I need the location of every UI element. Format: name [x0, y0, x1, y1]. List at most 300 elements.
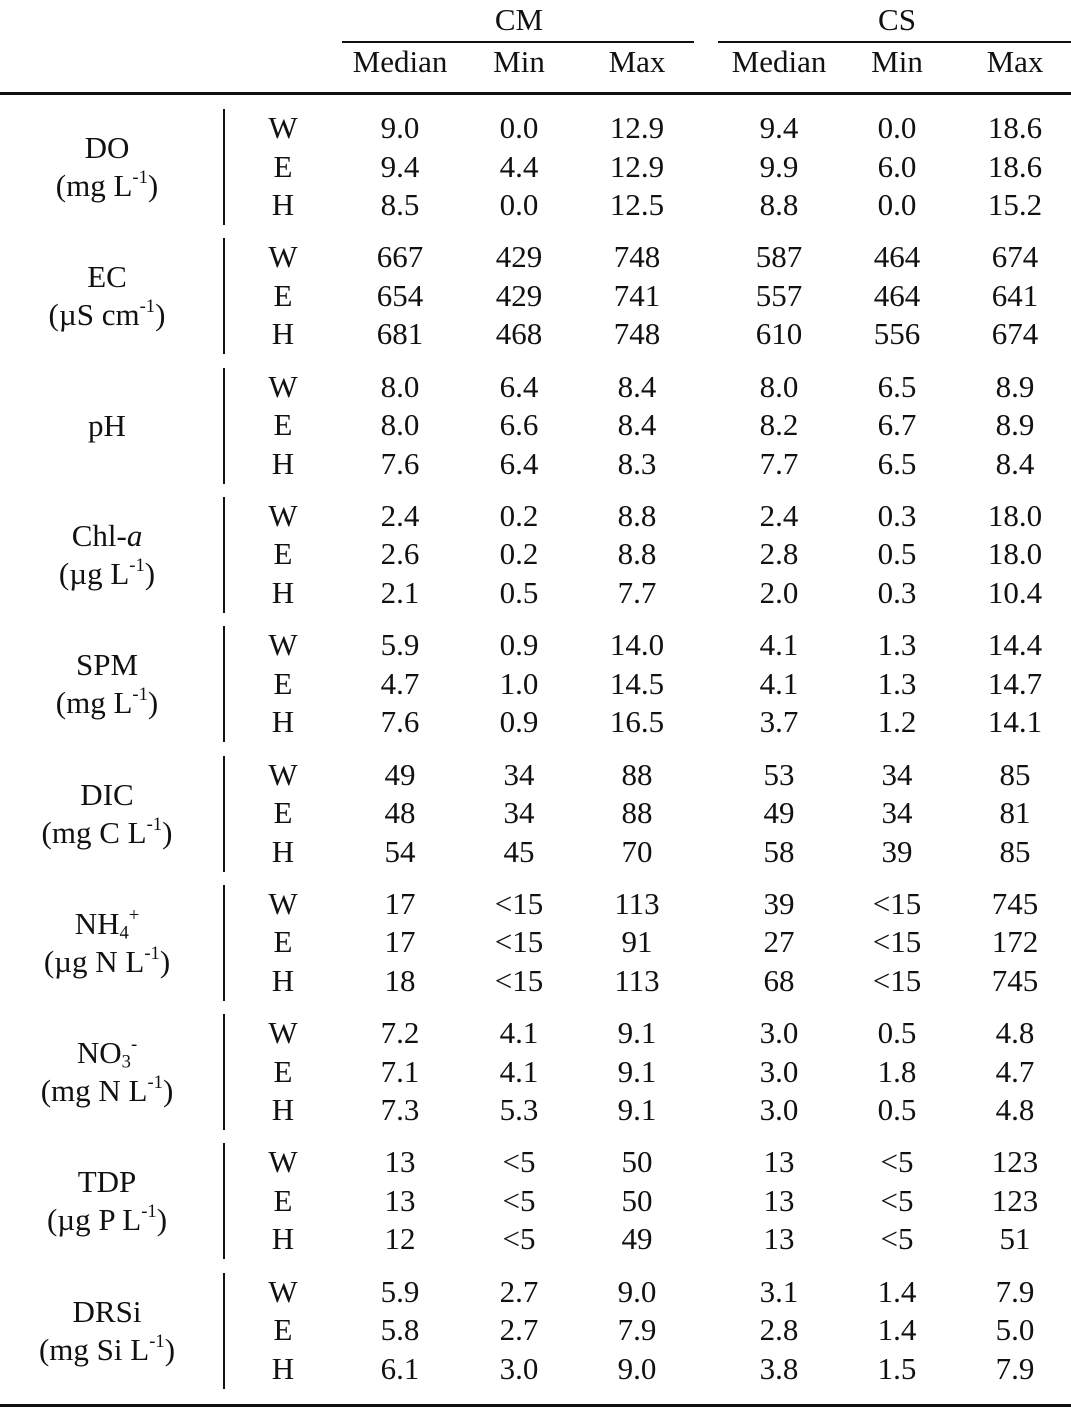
cs-min-cell: 34 — [881, 756, 913, 792]
header-bottom-rule — [0, 92, 1071, 95]
cm-min-cell: 429 — [495, 277, 543, 313]
cs-max-cell: 85 — [999, 756, 1031, 792]
cm-min-cell: 0.5 — [499, 574, 539, 610]
group-label: E — [273, 407, 293, 443]
unit-text: (µg P L — [46, 1202, 142, 1238]
parameter-name-text: NO — [76, 1035, 122, 1071]
group-label: H — [271, 1092, 295, 1128]
cs-min-cell: <5 — [880, 1221, 914, 1257]
cm-min-cell: <15 — [494, 885, 544, 921]
header-cs-median: Median — [731, 44, 827, 79]
cm-median-cell: 8.0 — [380, 407, 420, 443]
cs-median-cell: 49 — [763, 795, 795, 830]
table-row — [0, 574, 1071, 612]
cm-median-cell: 9.4 — [380, 148, 420, 184]
cm-min-cell: <5 — [502, 1221, 536, 1257]
cs-max-cell: 8.4 — [995, 445, 1035, 481]
cs-max-cell: 5.0 — [995, 1312, 1035, 1348]
cs-min-cell: 0.5 — [877, 1015, 917, 1051]
group-label: H — [271, 1350, 295, 1386]
cs-max-cell: 10.4 — [987, 574, 1043, 610]
cs-max-cell: 674 — [991, 316, 1039, 352]
table-row — [0, 186, 1071, 224]
group-label: W — [268, 756, 298, 792]
cm-max-cell: 113 — [614, 962, 660, 998]
group-label: E — [273, 1182, 293, 1218]
cm-max-cell: 8.8 — [617, 497, 657, 533]
cs-median-cell: 39 — [763, 885, 795, 921]
cm-min-cell: 5.3 — [499, 1092, 539, 1128]
cm-median-cell: 54 — [384, 833, 416, 869]
group-label: H — [271, 187, 295, 222]
cs-max-cell: 14.1 — [987, 704, 1043, 740]
unit-close-paren: ) — [155, 297, 166, 333]
cm-median-cell: 654 — [376, 277, 424, 313]
cm-median-cell: 5.9 — [380, 1273, 420, 1309]
cs-min-cell: <5 — [880, 1182, 914, 1218]
cs-min-cell: 0.3 — [877, 574, 917, 610]
parameter-name-text: TDP — [77, 1164, 137, 1200]
cs-median-cell: 3.1 — [759, 1273, 799, 1309]
unit-text: (mg N L — [40, 1073, 148, 1109]
cs-median-cell: 3.8 — [759, 1350, 799, 1386]
cs-max-cell: 18.6 — [987, 148, 1043, 184]
group-label: H — [271, 704, 295, 740]
parameter-name-text: SPM — [75, 647, 139, 683]
cs-min-cell: <15 — [872, 924, 922, 960]
cs-median-cell: 68 — [763, 962, 795, 998]
cs-median-cell: 557 — [755, 277, 803, 313]
table-row — [0, 665, 1071, 706]
cm-max-cell: 12.9 — [609, 148, 665, 184]
cm-max-cell: 7.7 — [617, 574, 657, 610]
cm-max-cell: 16.5 — [609, 704, 665, 740]
cm-min-cell: 3.0 — [499, 1350, 539, 1386]
cm-median-cell: 49 — [384, 756, 416, 792]
cm-median-cell: 2.6 — [380, 536, 420, 572]
cm-median-cell: 7.3 — [380, 1092, 420, 1128]
cm-min-cell: 1.0 — [499, 665, 539, 701]
cs-max-cell: 7.9 — [995, 1350, 1035, 1386]
cm-median-cell: 681 — [376, 316, 424, 352]
group-label: W — [268, 497, 298, 533]
parameter-name-italic: a — [126, 517, 143, 553]
cs-median-cell: 2.0 — [759, 574, 799, 610]
table-row — [0, 148, 1071, 186]
cm-max-cell: 9.1 — [617, 1092, 657, 1128]
cs-min-cell: 0.0 — [877, 187, 917, 222]
parameter-name-text: NH — [74, 905, 120, 941]
parameter-name-superscript: + — [128, 904, 140, 926]
cs-min-cell: 556 — [873, 316, 921, 352]
cs-median-cell: 7.7 — [759, 445, 799, 481]
column-group-cm: CM — [494, 2, 544, 37]
unit-text: (mg L — [55, 685, 133, 721]
cs-max-cell: 4.8 — [995, 1092, 1035, 1128]
cm-median-cell: 48 — [384, 795, 416, 830]
table-row — [0, 315, 1071, 353]
cs-group-rule — [718, 41, 1071, 43]
group-label: E — [273, 536, 293, 572]
header-cs-max: Max — [986, 44, 1044, 79]
table-row — [0, 1350, 1071, 1388]
cm-median-cell: 5.8 — [380, 1312, 420, 1348]
unit-exponent: -1 — [132, 684, 148, 706]
parameter-block — [0, 238, 1071, 354]
cs-max-cell: 641 — [991, 277, 1039, 313]
table-row — [0, 1273, 1071, 1311]
group-label: W — [268, 110, 298, 145]
unit-close-paren: ) — [144, 555, 156, 591]
cm-min-cell: 468 — [495, 316, 543, 352]
cs-median-cell: 2.8 — [759, 1312, 799, 1348]
cs-median-cell: 9.9 — [759, 148, 799, 184]
cm-max-cell: 12.5 — [609, 187, 665, 222]
cm-median-cell: 13 — [384, 1144, 416, 1180]
cs-median-cell: 3.0 — [759, 1053, 799, 1089]
cs-median-cell: 13 — [763, 1144, 795, 1180]
cm-min-cell: 0.0 — [499, 187, 539, 222]
cm-median-cell: 18 — [384, 962, 416, 998]
cm-max-cell: 8.3 — [617, 445, 657, 481]
cm-min-cell: 0.9 — [499, 704, 539, 740]
cm-min-cell: <5 — [502, 1144, 536, 1180]
cm-median-cell: 17 — [384, 885, 416, 921]
cs-min-cell: 0.5 — [877, 1092, 917, 1128]
cs-min-cell: 1.5 — [877, 1350, 917, 1386]
cm-min-cell: 4.1 — [499, 1015, 539, 1051]
cm-min-cell: 0.0 — [499, 110, 539, 145]
cm-min-cell: 4.1 — [499, 1053, 539, 1089]
unit-text: (mg Si L — [38, 1331, 150, 1367]
cs-min-cell: <15 — [872, 962, 922, 998]
cm-median-cell: 5.9 — [380, 627, 420, 663]
group-label: E — [273, 665, 293, 701]
table-row — [0, 109, 1071, 147]
header-cs-min: Min — [871, 44, 923, 79]
unit-exponent: -1 — [132, 166, 148, 188]
cs-min-cell: 39 — [881, 833, 913, 869]
cm-min-cell: 34 — [503, 795, 535, 830]
parameter-name-text: DO — [84, 130, 130, 165]
table-row — [0, 445, 1071, 483]
parameter-block — [0, 1143, 1071, 1259]
cm-median-cell: 12 — [384, 1221, 416, 1257]
cs-max-cell: 8.9 — [995, 407, 1035, 443]
group-label: E — [273, 924, 293, 960]
cm-min-cell: 6.4 — [499, 445, 539, 481]
unit-text: (µg N L — [43, 943, 145, 979]
table-row — [0, 962, 1071, 1000]
unit-exponent: -1 — [129, 554, 145, 576]
header-cm-max: Max — [608, 44, 666, 79]
cm-median-cell: 7.1 — [380, 1053, 420, 1089]
group-label: W — [268, 1144, 298, 1180]
header-cm-median: Median — [352, 44, 448, 79]
cs-max-cell: 674 — [991, 239, 1039, 275]
table-row — [0, 833, 1071, 871]
cm-median-cell: 2.4 — [380, 497, 420, 533]
cm-max-cell: 748 — [613, 239, 661, 275]
table-row — [0, 368, 1071, 406]
group-label: H — [271, 962, 295, 998]
table-row — [0, 756, 1071, 794]
cm-max-cell: 8.4 — [617, 368, 657, 404]
cs-min-cell: 0.0 — [877, 110, 917, 145]
cs-median-cell: 4.1 — [759, 665, 799, 701]
cs-min-cell: 464 — [873, 239, 921, 275]
cs-min-cell: 1.4 — [877, 1312, 917, 1348]
cm-median-cell: 7.6 — [380, 704, 420, 740]
cm-median-cell: 13 — [384, 1182, 416, 1218]
parameter-block — [0, 1014, 1071, 1130]
table-row — [0, 1220, 1071, 1258]
column-group-cs: CS — [878, 2, 916, 37]
table-row — [0, 535, 1071, 573]
cs-median-cell: 610 — [755, 316, 803, 352]
cm-median-cell: 7.6 — [380, 445, 420, 481]
cm-max-cell: 741 — [613, 277, 661, 313]
cs-median-cell: 8.0 — [759, 368, 799, 404]
unit-exponent: -1 — [144, 942, 160, 964]
cs-max-cell: 18.0 — [987, 497, 1043, 533]
cm-min-cell: 6.6 — [499, 407, 539, 443]
header-cm-min: Min — [493, 44, 545, 79]
group-label: H — [271, 1221, 295, 1257]
cs-max-cell: 15.2 — [987, 187, 1043, 222]
cm-min-cell: 34 — [503, 756, 535, 792]
cs-min-cell: 1.3 — [877, 627, 917, 663]
cm-max-cell: 7.9 — [617, 1312, 657, 1348]
group-label: H — [271, 445, 295, 481]
cs-median-cell: 13 — [763, 1182, 795, 1218]
parameter-block — [0, 1273, 1071, 1389]
cm-median-cell: 6.1 — [380, 1350, 420, 1386]
cs-min-cell: 0.3 — [877, 497, 917, 533]
cs-median-cell: 4.1 — [759, 627, 799, 663]
cs-median-cell: 2.4 — [759, 497, 799, 533]
unit-close-paren: ) — [159, 943, 171, 979]
table-row — [0, 703, 1071, 741]
table-row — [0, 626, 1071, 664]
group-label: E — [273, 148, 293, 184]
cs-median-cell: 58 — [763, 833, 795, 869]
parameter-name-text: DIC — [80, 776, 134, 812]
cs-min-cell: 1.4 — [877, 1273, 917, 1309]
cs-min-cell: 6.5 — [877, 368, 917, 404]
unit-text: (µg L — [58, 555, 130, 591]
parameter-block — [0, 756, 1071, 872]
cm-median-cell: 4.7 — [380, 665, 420, 701]
cm-min-cell: 2.7 — [499, 1273, 539, 1309]
cs-median-cell: 8.8 — [759, 187, 799, 222]
cs-max-cell: 123 — [991, 1144, 1039, 1180]
cm-median-cell: 8.0 — [380, 368, 420, 404]
cm-median-cell: 7.2 — [380, 1015, 420, 1051]
parameter-name-text: EC — [87, 259, 127, 295]
parameter-block — [0, 885, 1071, 1001]
cs-max-cell: 81 — [999, 795, 1031, 830]
cm-min-cell: 429 — [495, 239, 543, 275]
cs-max-cell: 4.8 — [995, 1015, 1035, 1051]
cs-median-cell: 13 — [763, 1221, 795, 1257]
cs-median-cell: 3.0 — [759, 1015, 799, 1051]
table-row — [0, 1143, 1071, 1181]
cm-max-cell: 748 — [613, 316, 661, 352]
cs-min-cell: 34 — [881, 795, 913, 830]
table-row — [0, 1182, 1071, 1223]
group-label: E — [273, 1053, 293, 1089]
cs-max-cell: 172 — [991, 924, 1039, 960]
group-label: W — [268, 627, 298, 663]
cs-min-cell: 6.0 — [877, 148, 917, 184]
table-row — [0, 794, 1071, 835]
cm-max-cell: 9.1 — [617, 1015, 657, 1051]
parameter-block — [0, 109, 1071, 225]
cm-median-cell: 9.0 — [380, 110, 420, 145]
cm-min-cell: 45 — [503, 833, 535, 869]
parameter-block — [0, 626, 1071, 742]
table-row — [0, 885, 1071, 923]
cs-median-cell: 27 — [763, 924, 795, 960]
parameter-name-subscript: 3 — [121, 1051, 131, 1073]
cm-min-cell: 2.7 — [499, 1312, 539, 1348]
group-label: H — [271, 833, 295, 869]
cm-max-cell: 113 — [614, 885, 660, 921]
cm-group-rule — [342, 41, 694, 43]
cm-min-cell: 0.2 — [499, 497, 539, 533]
cm-median-cell: 2.1 — [380, 574, 420, 610]
cs-max-cell: 18.0 — [987, 536, 1043, 572]
cs-median-cell: 2.8 — [759, 536, 799, 572]
unit-exponent: -1 — [141, 1201, 157, 1223]
cs-max-cell: 51 — [999, 1221, 1031, 1257]
cs-min-cell: 6.5 — [877, 445, 917, 481]
cm-median-cell: 8.5 — [380, 187, 420, 222]
group-label: W — [268, 368, 298, 404]
cs-max-cell: 14.4 — [987, 627, 1043, 663]
cm-max-cell: 8.8 — [617, 536, 657, 572]
cm-max-cell: 88 — [621, 756, 653, 792]
cm-max-cell: 14.5 — [609, 665, 665, 701]
cm-min-cell: 0.2 — [499, 536, 539, 572]
cs-min-cell: 1.2 — [877, 704, 917, 740]
group-label: W — [268, 1015, 298, 1051]
cm-max-cell: 9.0 — [617, 1350, 657, 1386]
cs-max-cell: 85 — [999, 833, 1031, 869]
unit-exponent: -1 — [139, 296, 156, 318]
cs-min-cell: <15 — [872, 885, 922, 921]
table-row — [0, 1014, 1071, 1052]
cs-max-cell: 8.9 — [995, 368, 1035, 404]
unit-close-paren: ) — [156, 1202, 168, 1238]
unit-exponent: -1 — [146, 813, 163, 835]
cs-max-cell: 4.7 — [995, 1053, 1035, 1089]
cm-max-cell: 12.9 — [609, 110, 665, 145]
cs-median-cell: 3.7 — [759, 704, 799, 740]
table-bottom-rule — [0, 1404, 1071, 1407]
parameter-name-superscript: - — [130, 1034, 138, 1056]
cs-max-cell: 18.6 — [987, 110, 1043, 145]
group-label: E — [273, 1312, 293, 1348]
group-label: W — [268, 1273, 298, 1309]
cm-max-cell: 91 — [621, 924, 653, 960]
parameter-block — [0, 368, 1071, 484]
unit-close-paren: ) — [147, 168, 159, 203]
cs-min-cell: 6.7 — [877, 407, 917, 443]
cm-max-cell: 50 — [621, 1144, 653, 1180]
cs-median-cell: 8.2 — [759, 407, 799, 443]
unit-exponent: -1 — [147, 1072, 163, 1094]
table-row — [0, 1091, 1071, 1129]
cs-min-cell: 1.8 — [877, 1053, 917, 1089]
cm-max-cell: 49 — [621, 1221, 653, 1257]
group-label: W — [268, 885, 298, 921]
table-row — [0, 1311, 1071, 1349]
cm-median-cell: 17 — [384, 924, 416, 960]
unit-text: (µS cm — [48, 297, 140, 333]
cs-max-cell: 14.7 — [987, 665, 1043, 701]
cm-max-cell: 8.4 — [617, 407, 657, 443]
cm-max-cell: 50 — [621, 1182, 653, 1218]
cs-max-cell: 745 — [991, 885, 1039, 921]
cm-max-cell: 9.0 — [617, 1273, 657, 1309]
group-label: E — [273, 795, 293, 830]
group-label: E — [273, 277, 293, 313]
parameter-name-subscript: 4 — [119, 922, 129, 944]
cm-min-cell: <15 — [494, 924, 544, 960]
unit-close-paren: ) — [162, 1073, 174, 1109]
group-label: W — [268, 239, 298, 275]
cs-min-cell: 1.3 — [877, 665, 917, 701]
table-row — [0, 1053, 1071, 1094]
cs-median-cell: 3.0 — [759, 1092, 799, 1128]
table-row — [0, 277, 1071, 318]
cm-min-cell: 6.4 — [499, 368, 539, 404]
cs-max-cell: 7.9 — [995, 1273, 1035, 1309]
table-row — [0, 238, 1071, 276]
unit-exponent: -1 — [149, 1330, 165, 1352]
unit-close-paren: ) — [164, 1331, 176, 1367]
group-label: H — [271, 574, 295, 610]
parameter-name-text: Chl- — [71, 517, 127, 553]
group-label: H — [271, 316, 295, 352]
unit-text: (mg L — [55, 168, 133, 203]
table-row — [0, 923, 1071, 961]
table-row — [0, 497, 1071, 535]
cm-min-cell: 4.4 — [499, 148, 539, 184]
cm-max-cell: 14.0 — [609, 627, 665, 663]
cm-min-cell: 0.9 — [499, 627, 539, 663]
cs-min-cell: <5 — [880, 1144, 914, 1180]
cm-max-cell: 88 — [621, 795, 653, 830]
cs-median-cell: 9.4 — [759, 110, 799, 145]
cm-max-cell: 70 — [621, 833, 653, 869]
cs-median-cell: 53 — [763, 756, 795, 792]
cs-median-cell: 587 — [755, 239, 803, 275]
unit-close-paren: ) — [162, 814, 173, 850]
cm-median-cell: 667 — [376, 239, 424, 275]
cs-max-cell: 745 — [991, 962, 1039, 998]
parameter-name-text: pH — [88, 407, 126, 443]
cs-min-cell: 464 — [873, 277, 921, 313]
table-row — [0, 406, 1071, 444]
cm-min-cell: <5 — [502, 1182, 536, 1218]
parameter-block — [0, 497, 1071, 613]
unit-text: (mg C L — [41, 814, 147, 850]
cs-max-cell: 123 — [991, 1182, 1039, 1218]
parameter-name-text: DRSi — [72, 1293, 142, 1329]
